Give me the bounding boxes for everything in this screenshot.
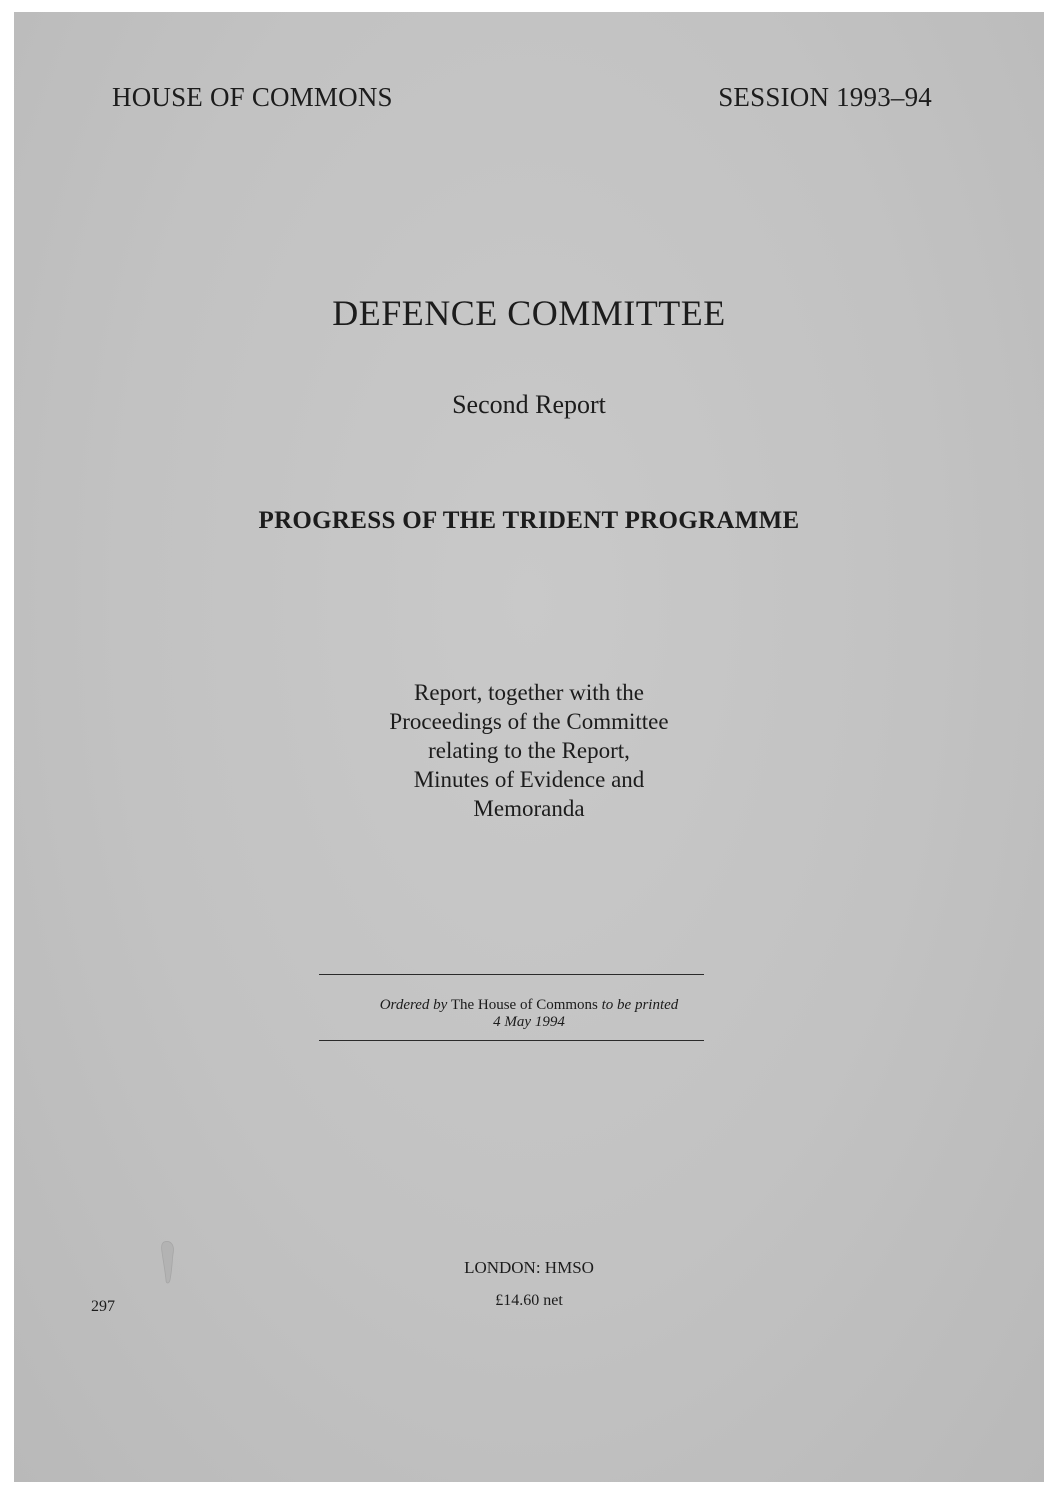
divider-bottom bbox=[319, 1040, 704, 1041]
ordering-body: The House of Commons bbox=[450, 997, 598, 1013]
contents-line: Proceedings of the Committee bbox=[389, 709, 669, 734]
contents-line: Report, together with the bbox=[414, 680, 644, 705]
committee-name: DEFENCE COMMITTEE bbox=[332, 293, 726, 333]
report-title: PROGRESS OF THE TRIDENT PROGRAMME bbox=[258, 507, 800, 534]
printing-order bbox=[14, 997, 1044, 1031]
divider-top bbox=[319, 974, 704, 975]
price: £14.60 net bbox=[495, 1292, 563, 1309]
to-be-printed-text: to be printed bbox=[601, 997, 679, 1013]
contents-line: Minutes of Evidence and bbox=[413, 767, 645, 792]
house-heading: HOUSE OF COMMONS bbox=[112, 82, 393, 112]
ordered-by-text: Ordered by bbox=[379, 997, 448, 1013]
order-line bbox=[14, 997, 1044, 1014]
session-heading: SESSION 1993–94 bbox=[718, 82, 932, 112]
contents-line: relating to the Report, bbox=[428, 738, 630, 763]
contents-description bbox=[14, 678, 1044, 823]
publisher: LONDON: HMSO bbox=[464, 1258, 594, 1277]
paper-number: 297 bbox=[91, 1298, 115, 1315]
contents-line: Memoranda bbox=[473, 796, 585, 821]
paper-stain-mark bbox=[160, 1240, 176, 1286]
report-number: Second Report bbox=[452, 390, 606, 419]
order-date: 4 May 1994 bbox=[493, 1014, 565, 1030]
cover-page bbox=[14, 12, 1044, 1482]
